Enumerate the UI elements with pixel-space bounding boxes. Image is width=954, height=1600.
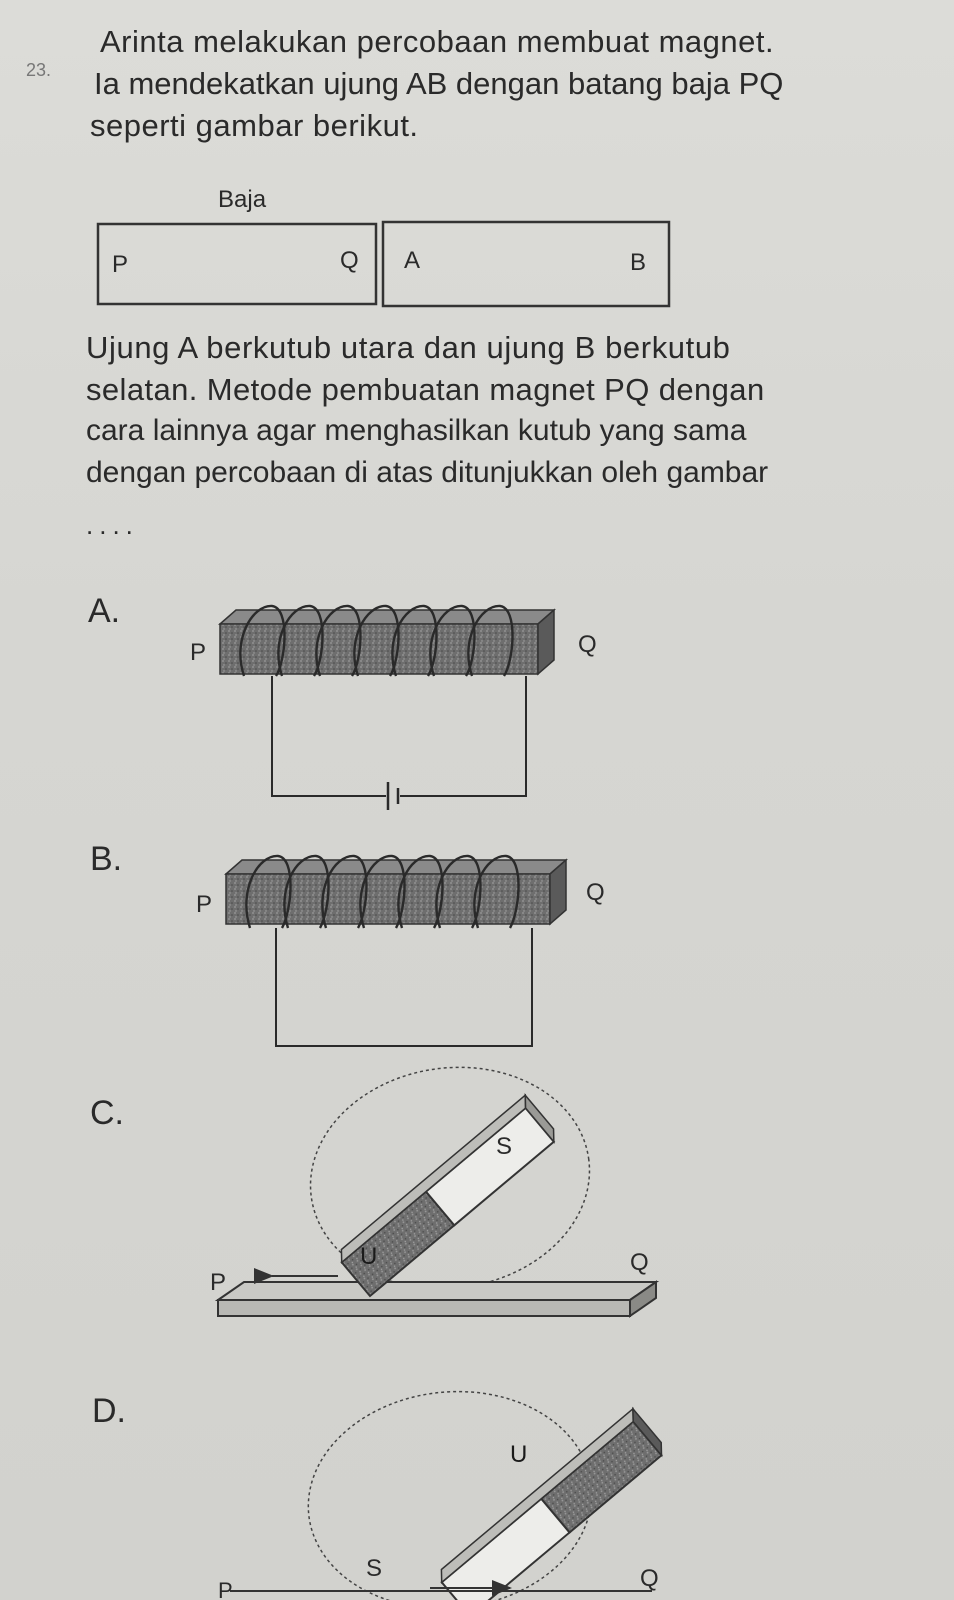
option-c-figure — [210, 1050, 656, 1316]
option-b-label-p: P — [196, 891, 213, 918]
option-a-label-p: P — [190, 639, 207, 666]
paragraph-line-4: dengan percobaan di atas ditunjukkan oleh gambar — [86, 456, 769, 489]
option-b-label-q: Q — [586, 879, 605, 906]
option-d-label-p: P — [218, 1578, 233, 1600]
question-line-2: Ia mendekatkan ujung AB dengan batang baja PQ — [94, 66, 784, 101]
option-b-letter[interactable]: B. — [90, 840, 123, 878]
answer-blank: .... — [86, 510, 139, 540]
question-line-3: seperti gambar berikut. — [90, 108, 419, 143]
steel-label: Baja — [218, 186, 267, 213]
magnet-bar-ab — [383, 222, 669, 306]
option-d-figure — [218, 1378, 668, 1600]
option-a-figure — [190, 606, 597, 810]
question-line-1: Arinta melakukan percobaan membuat magnet. — [100, 24, 775, 59]
experiment-figure — [98, 186, 669, 306]
option-c-label-q: Q — [630, 1249, 649, 1276]
label-q: Q — [340, 247, 359, 274]
option-c-letter[interactable]: C. — [90, 1094, 124, 1132]
option-c-pole-top: S — [496, 1133, 513, 1160]
option-b-figure — [196, 856, 605, 1046]
option-d-label-q: Q — [640, 1565, 659, 1592]
steel-bar-pq — [98, 224, 376, 304]
paragraph-line-1: Ujung A berkutub utara dan ujung B berkutub — [86, 330, 731, 365]
option-a-letter[interactable]: A. — [88, 592, 121, 630]
question-number: 23. — [26, 60, 52, 80]
label-b: B — [630, 249, 647, 276]
paragraph-line-3: cara lainnya agar menghasilkan kutub yang sama — [86, 414, 747, 447]
paragraph-line-2: selatan. Metode pembuatan magnet PQ dengan — [86, 372, 765, 407]
option-c-pole-bottom: U — [360, 1243, 378, 1270]
option-d-letter[interactable]: D. — [92, 1392, 126, 1430]
option-d-pole-top: U — [510, 1441, 528, 1468]
option-d-pole-bottom: S — [366, 1555, 383, 1582]
label-p: P — [112, 251, 129, 278]
option-a-label-q: Q — [578, 631, 597, 658]
option-c-label-p: P — [210, 1269, 227, 1296]
label-a: A — [404, 247, 421, 274]
